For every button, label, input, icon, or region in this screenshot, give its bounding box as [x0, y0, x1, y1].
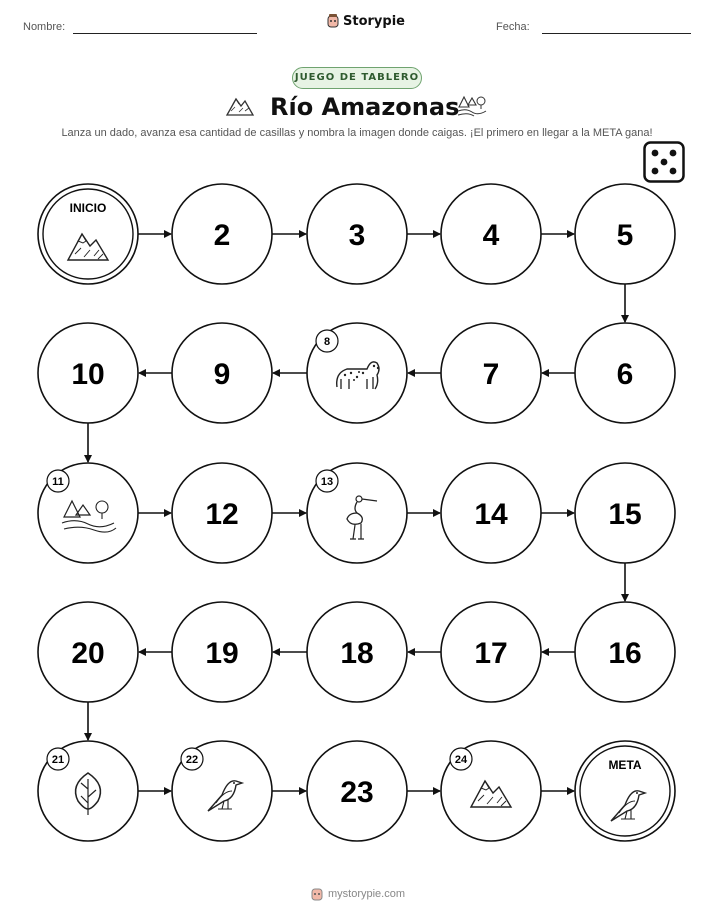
square-number: 12 [205, 498, 239, 531]
board-square-2 [172, 184, 272, 284]
board-square-11 [38, 463, 138, 563]
board-square-8 [307, 323, 407, 423]
board-square-12 [172, 463, 272, 563]
square-number-badge: 11 [52, 476, 64, 488]
square-number: 23 [340, 776, 374, 809]
square-number: 5 [616, 219, 634, 252]
name-label: Nombre: [23, 21, 66, 33]
category-badge: JUEGO DE TABLERO [292, 67, 422, 89]
storypie-mascot-icon [310, 886, 324, 902]
date-label: Fecha: [496, 21, 530, 33]
board-square-24 [441, 741, 541, 841]
square-number: 9 [213, 358, 231, 391]
board-square-6 [575, 323, 675, 423]
board-square-17 [441, 602, 541, 702]
footer-url: mystorypie.com [328, 888, 406, 900]
square-number: 3 [348, 219, 366, 252]
square-number: 6 [616, 358, 634, 391]
square-number-badge: 21 [51, 754, 65, 766]
end-label: META [608, 758, 642, 772]
square-number: 14 [474, 498, 508, 531]
board-square-14 [441, 463, 541, 563]
board-square-21 [38, 741, 138, 841]
brand-name: Storypie [343, 13, 405, 29]
board-square-5 [575, 184, 675, 284]
square-number: 16 [608, 637, 642, 670]
board-square-1 [38, 184, 138, 284]
board-square-4 [441, 184, 541, 284]
board-square-10 [38, 323, 138, 423]
square-number-badge: 13 [320, 476, 334, 488]
square-number: 15 [608, 498, 642, 531]
start-label: INICIO [69, 201, 107, 215]
square-number: 20 [71, 637, 105, 670]
square-number: 4 [482, 219, 500, 252]
square-number: 19 [205, 637, 239, 670]
board-square-13 [307, 463, 407, 563]
board-square-20 [38, 602, 138, 702]
board-square-23 [307, 741, 407, 841]
board-square-3 [307, 184, 407, 284]
square-number: 10 [71, 358, 105, 391]
square-number: 17 [474, 637, 508, 670]
board-square-15 [575, 463, 675, 563]
square-number: 2 [213, 219, 231, 252]
board-square-19 [172, 602, 272, 702]
board-square-22 [172, 741, 272, 841]
board-square-7 [441, 323, 541, 423]
square-number: 7 [482, 358, 500, 391]
instructions: Lanza un dado, avanza esa cantidad de casillas y nombra la imagen donde caigas. ¡El primero en llegar a la META gana! [61, 127, 653, 139]
footer [310, 886, 405, 902]
square-number-badge: 24 [454, 754, 468, 766]
square-number: 18 [340, 637, 374, 670]
square-number-badge: 8 [323, 336, 331, 348]
board-square-25 [575, 741, 675, 841]
board-square-9 [172, 323, 272, 423]
square-number-badge: 22 [185, 754, 199, 766]
page-title: Río Amazonas [270, 93, 460, 121]
board-square-16 [575, 602, 675, 702]
board-square-18 [307, 602, 407, 702]
